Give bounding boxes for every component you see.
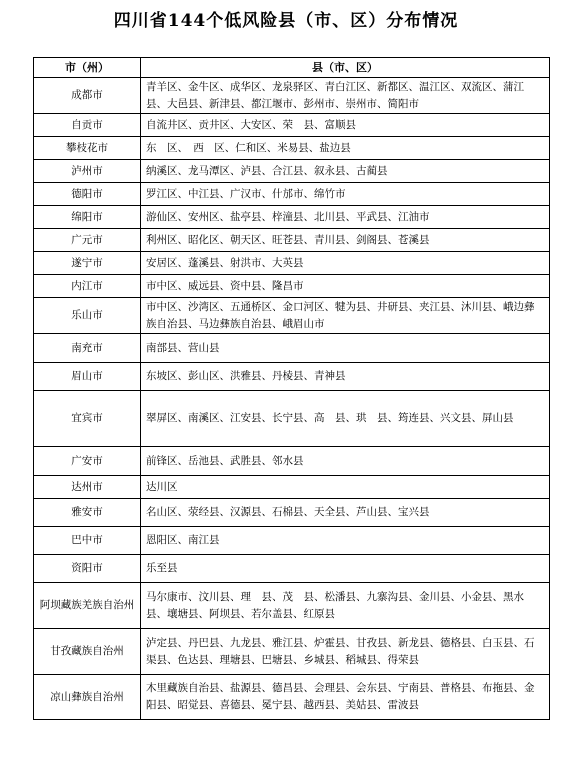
counties-cell: 达川区 bbox=[141, 476, 550, 499]
city-cell: 巴中市 bbox=[34, 527, 141, 555]
counties-cell: 泸定县、丹巴县、九龙县、雅江县、炉霍县、甘孜县、新龙县、德格县、白玉县、石渠县、色达县、理塘县、巴塘县、乡城县、稻城县、得荣县 bbox=[141, 629, 550, 675]
table-row bbox=[34, 583, 550, 629]
city-cell: 内江市 bbox=[34, 275, 141, 298]
city-cell: 泸州市 bbox=[34, 160, 141, 183]
distribution-table bbox=[33, 57, 550, 720]
city-cell: 成都市 bbox=[34, 78, 141, 114]
city-cell: 乐山市 bbox=[34, 298, 141, 334]
counties-cell: 东坡区、彭山区、洪雅县、丹棱县、青神县 bbox=[141, 363, 550, 391]
table-row bbox=[34, 160, 550, 183]
counties-cell: 乐至县 bbox=[141, 555, 550, 583]
city-cell: 广元市 bbox=[34, 229, 141, 252]
table-row bbox=[34, 78, 550, 114]
city-cell: 遂宁市 bbox=[34, 252, 141, 275]
table-row bbox=[34, 447, 550, 476]
counties-cell: 前锋区、岳池县、武胜县、邻水县 bbox=[141, 447, 550, 476]
city-cell: 德阳市 bbox=[34, 183, 141, 206]
table-row bbox=[34, 527, 550, 555]
table-row bbox=[34, 229, 550, 252]
counties-cell: 安居区、蓬溪县、射洪市、大英县 bbox=[141, 252, 550, 275]
document-title: 四川省144个低风险县（市、区）分布情况 bbox=[113, 11, 459, 31]
counties-cell: 利州区、昭化区、朝天区、旺苍县、青川县、剑阁县、苍溪县 bbox=[141, 229, 550, 252]
city-cell: 眉山市 bbox=[34, 363, 141, 391]
counties-cell: 东 区、 西 区、仁和区、米易县、盐边县 bbox=[141, 137, 550, 160]
city-cell: 宜宾市 bbox=[34, 391, 141, 447]
city-cell: 广安市 bbox=[34, 447, 141, 476]
counties-cell: 马尔康市、汶川县、理 县、茂 县、松潘县、九寨沟县、金川县、小金县、黑水县、壤塘县、阿坝县、若尔盖县、红原县 bbox=[141, 583, 550, 629]
table-row bbox=[34, 391, 550, 447]
counties-cell: 翠屏区、南溪区、江安县、长宁县、高 县、珙 县、筠连县、兴文县、屏山县 bbox=[141, 391, 550, 447]
city-cell: 达州市 bbox=[34, 476, 141, 499]
counties-cell: 名山区、荥经县、汉源县、石棉县、天全县、芦山县、宝兴县 bbox=[141, 499, 550, 527]
table-row bbox=[34, 629, 550, 675]
table-row bbox=[34, 183, 550, 206]
city-cell: 自贡市 bbox=[34, 114, 141, 137]
counties-cell: 游仙区、安州区、盐亭县、梓潼县、北川县、平武县、江油市 bbox=[141, 206, 550, 229]
counties-cell: 恩阳区、南江县 bbox=[141, 527, 550, 555]
city-cell: 资阳市 bbox=[34, 555, 141, 583]
counties-cell: 市中区、威远县、资中县、隆昌市 bbox=[141, 275, 550, 298]
counties-cell: 南部县、营山县 bbox=[141, 334, 550, 363]
table-row bbox=[34, 114, 550, 137]
counties-cell: 青羊区、金牛区、成华区、龙泉驿区、青白江区、新都区、温江区、双流区、蒲江县、大邑县、新津县、都江堰市、彭州市、崇州市、简阳市 bbox=[141, 78, 550, 114]
counties-cell: 自流井区、贡井区、大安区、荣 县、富顺县 bbox=[141, 114, 550, 137]
counties-cell: 木里藏族自治县、盐源县、德昌县、会理县、会东县、宁南县、普格县、布拖县、金阳县、昭觉县、喜德县、冕宁县、越西县、美姑县、雷波县 bbox=[141, 675, 550, 720]
city-cell: 阿坝藏族羌族自治州 bbox=[34, 583, 141, 629]
table-row bbox=[34, 499, 550, 527]
table-row bbox=[34, 334, 550, 363]
city-cell: 雅安市 bbox=[34, 499, 141, 527]
counties-cell: 罗江区、中江县、广汉市、什邡市、绵竹市 bbox=[141, 183, 550, 206]
header-county: 县（市、区） bbox=[141, 58, 550, 78]
table-row bbox=[34, 298, 550, 334]
counties-cell: 纳溪区、龙马潭区、泸县、合江县、叙永县、古蔺县 bbox=[141, 160, 550, 183]
table-body bbox=[34, 78, 550, 720]
table-row bbox=[34, 137, 550, 160]
table-row bbox=[34, 555, 550, 583]
table-row bbox=[34, 476, 550, 499]
table-row bbox=[34, 363, 550, 391]
city-cell: 凉山彝族自治州 bbox=[34, 675, 141, 720]
city-cell: 南充市 bbox=[34, 334, 141, 363]
city-cell: 甘孜藏族自治州 bbox=[34, 629, 141, 675]
table-row bbox=[34, 675, 550, 720]
header-city: 市（州） bbox=[34, 58, 141, 78]
table-row bbox=[34, 252, 550, 275]
counties-cell: 市中区、沙湾区、五通桥区、金口河区、犍为县、井研县、夹江县、沐川县、峨边彝族自治县、马边彝族自治县、峨眉山市 bbox=[141, 298, 550, 334]
table-row bbox=[34, 206, 550, 229]
table-header-row bbox=[34, 58, 550, 78]
city-cell: 攀枝花市 bbox=[34, 137, 141, 160]
table-row bbox=[34, 275, 550, 298]
city-cell: 绵阳市 bbox=[34, 206, 141, 229]
